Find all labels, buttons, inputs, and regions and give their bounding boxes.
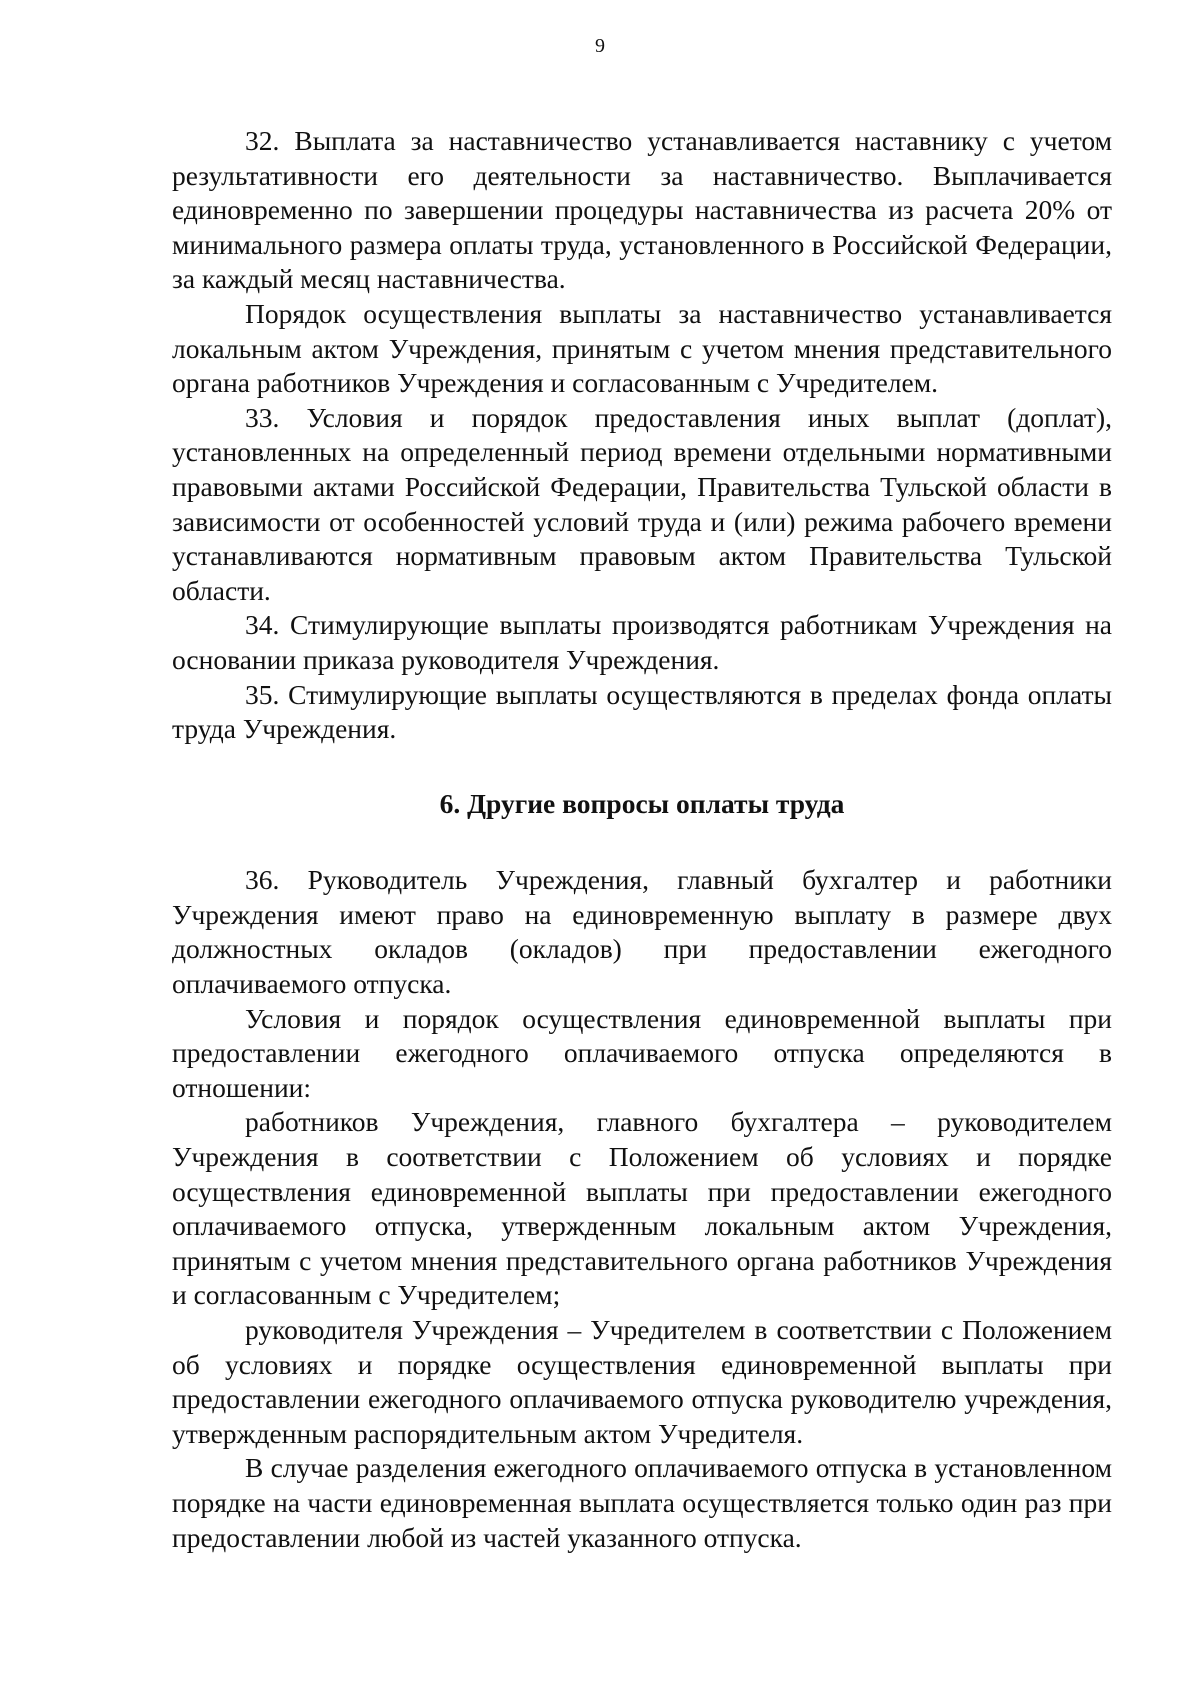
paragraph-36-director: руководителя Учреждения – Учредителем в соответствии с Положением об условиях и порядке осуществления единовременной выплаты при предоставлении ежегодного оплачиваемого отпуска руководителю учреждения, утвержденным распорядительным актом Учредителя. [172,1314,1112,1449]
paragraph-34: 34. Стимулирующие выплаты производятся работникам Учреждения на основании приказа руководителя Учреждения. [172,609,1112,675]
page-number: 9 [595,35,605,57]
paragraph-33: 33. Условия и порядок предоставления иных выплат (доплат), установленных на определенный период времени отдельными нормативными правовыми актами Российской Федерации, Правительства Тульской области в зависимости от особенностей условий труда и (или) режима рабочего времени устанавливаются нормативным правовым актом Правительства Тульской области. [172,401,1112,606]
section-title: 6. Другие вопросы оплаты труда [439,787,845,819]
paragraph-36-division: В случае разделения ежегодного оплачиваемого отпуска в установленном порядке на части единовременная выплата осуществляется только один раз при предоставлении любой из частей указанного отпуска. [172,1452,1112,1553]
paragraph-36-conditions: Условия и порядок осуществления единовременной выплаты при предоставлении ежегодного оплачиваемого отпуска определяются в отношении: [172,1002,1112,1103]
paragraph-35: 35. Стимулирующие выплаты осуществляются в пределах фонда оплаты труда Учреждения. [172,678,1112,745]
document-body [172,124,1112,1555]
paragraph-36-employees: работников Учреждения, главного бухгалтера – руководителем Учреждения в соответствии с Положением об условиях и порядке осуществления единовременной выплаты при предоставлении ежегодного оплачиваемого отпуска, утвержденным локальным актом Учреждения, принятым с учетом мнения представительного органа работников Учреждения и согласованным с Учредителем; [172,1106,1112,1311]
paragraph-32: 32. Выплата за наставничество устанавливается наставнику с учетом результативности его деятельности за наставничество. Выплачивается единовременно по завершении процедуры наставничества из расчета 20% от минимального размера оплаты труда, установленного в Российской Федерации, за каждый месяц наставничества. [172,125,1112,295]
paragraph-32-procedure: Порядок осуществления выплаты за наставничество устанавливается локальным актом Учреждения, принятым с учетом мнения представительного органа работников Учреждения и согласованным с Учредителем. [172,297,1112,399]
paragraph-36: 36. Руководитель Учреждения, главный бухгалтер и работники Учреждения имеют право на единовременную выплату в размере двух должностных окладов (окладов) при предоставлении ежегодного оплачиваемого отпуска. [172,864,1112,1000]
